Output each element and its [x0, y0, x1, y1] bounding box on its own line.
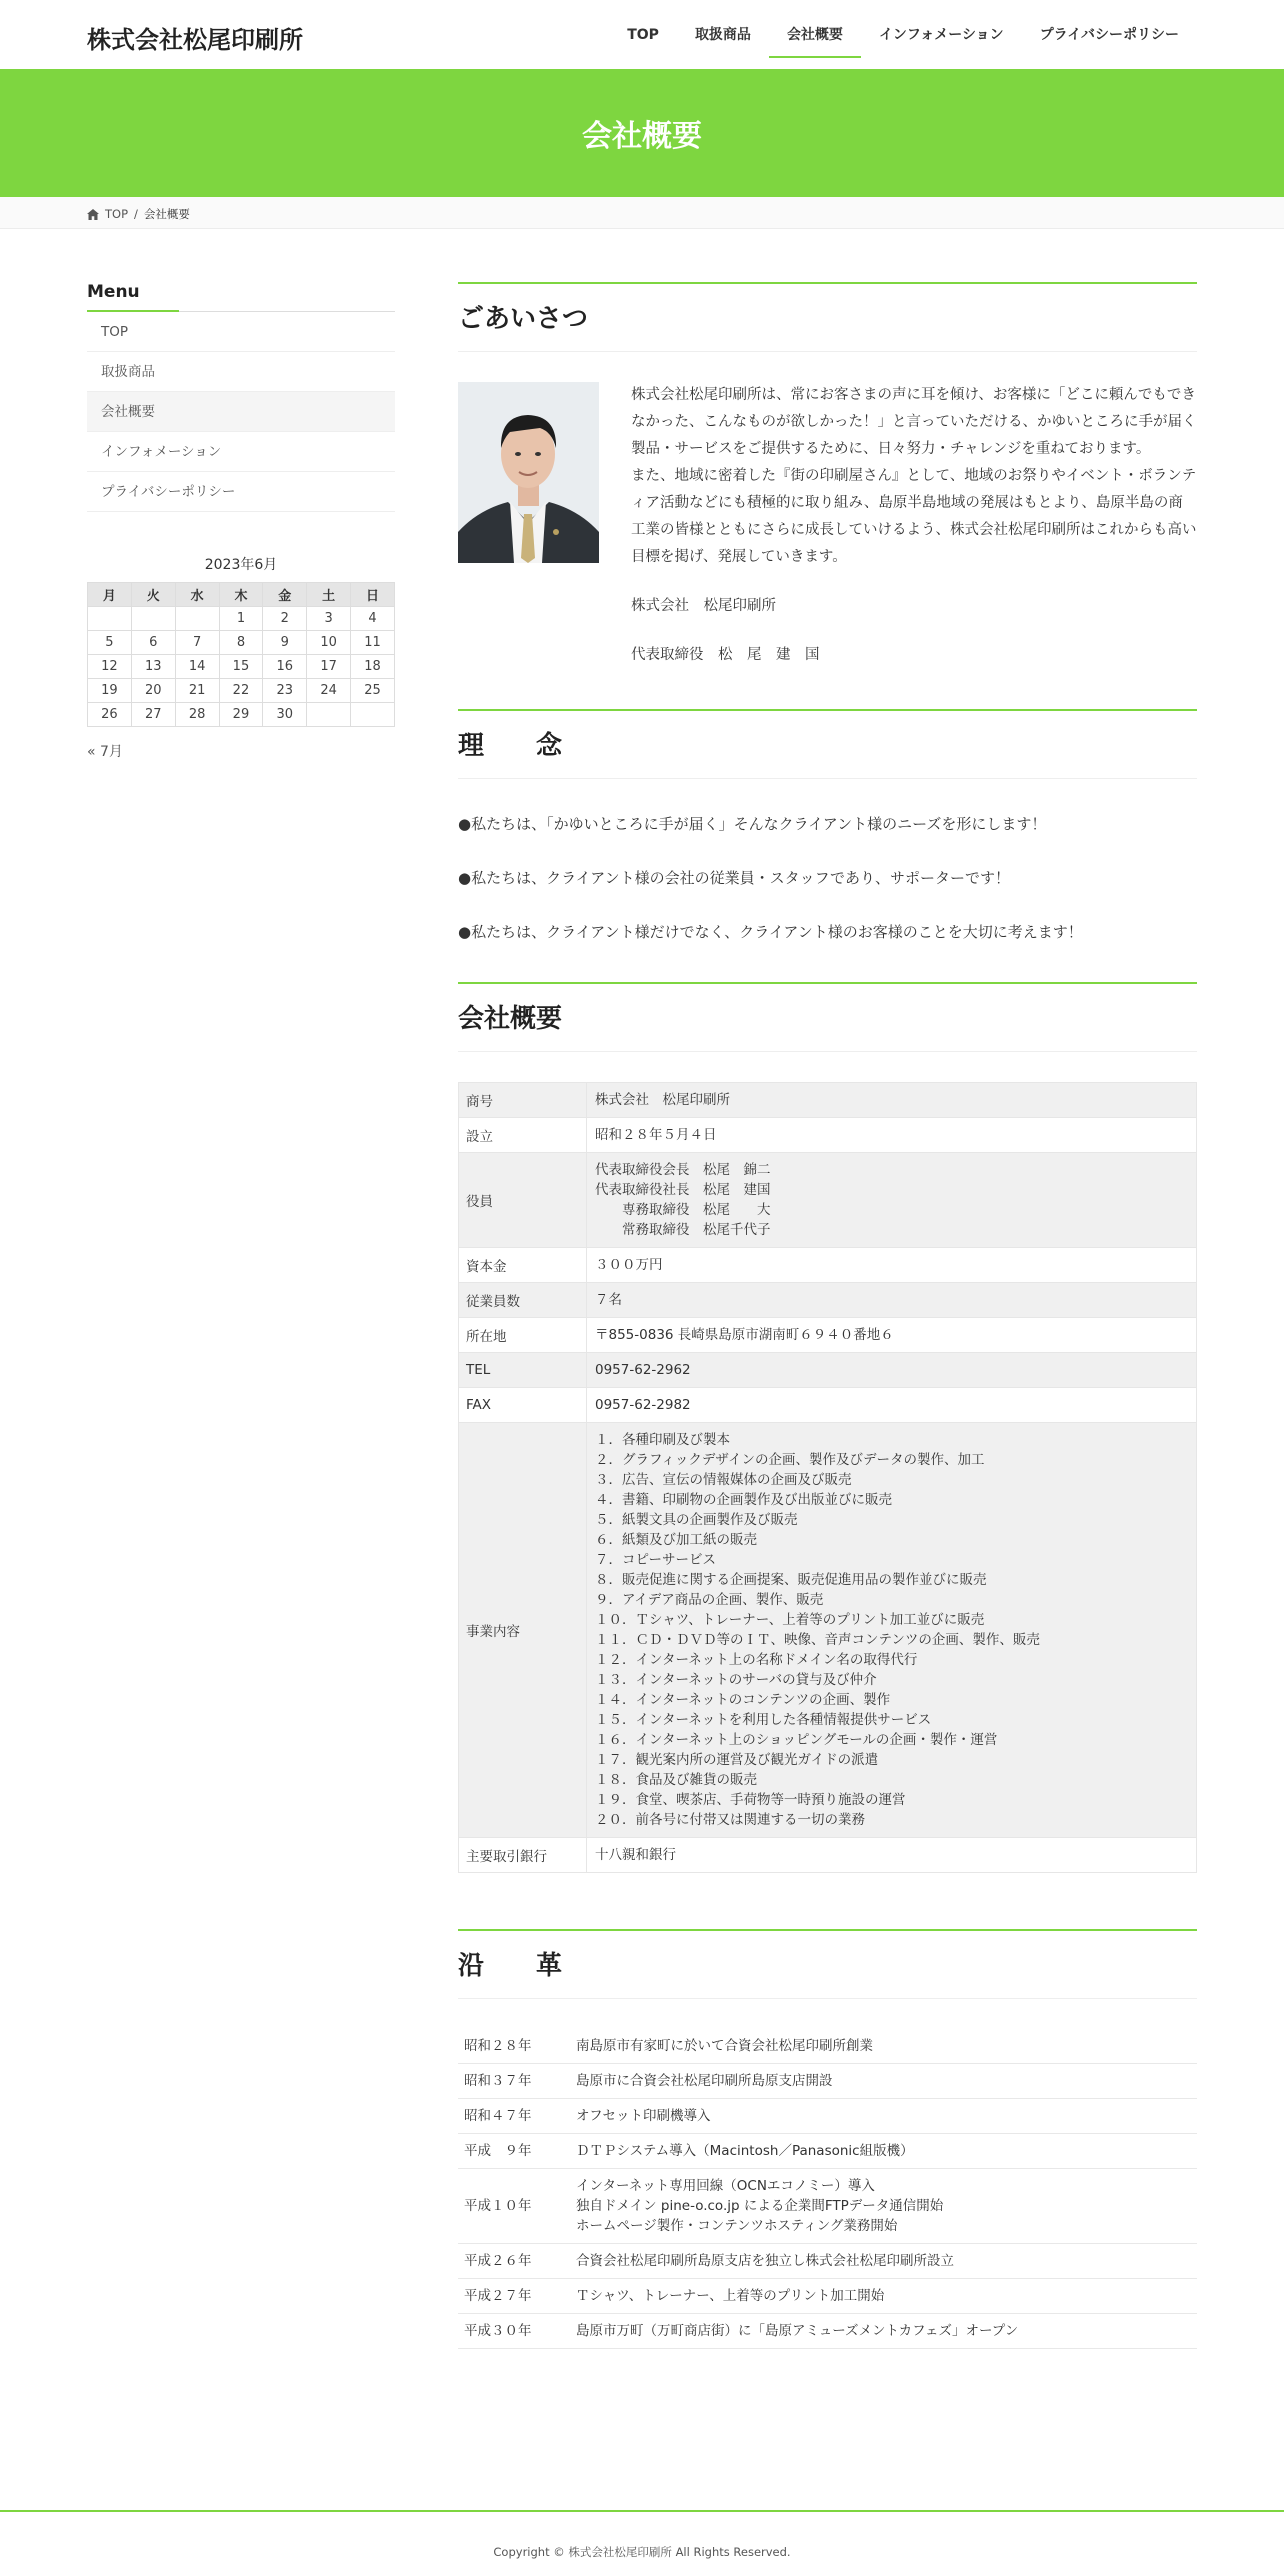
- calendar-caption: 2023年6月: [204, 557, 278, 573]
- breadcrumb-current: 会社概要: [143, 207, 190, 221]
- history-year: 昭和３７年: [458, 2064, 570, 2099]
- page-title: 会社概要: [582, 119, 702, 154]
- calendar-weekday: 金: [263, 583, 307, 607]
- greeting-section: [458, 282, 1197, 669]
- overview-row-value: [587, 1353, 1197, 1388]
- calendar-day: 28: [175, 703, 219, 727]
- calendar-week: [88, 655, 395, 679]
- history-event: [570, 2169, 1197, 2244]
- calendar-day: 14: [175, 655, 219, 679]
- nav-item-company[interactable]: 会社概要: [769, 0, 861, 58]
- sidebar-item-top[interactable]: TOP: [87, 312, 395, 352]
- calendar-day: 24: [307, 679, 351, 703]
- sidebar-item-company[interactable]: 会社概要: [87, 392, 395, 432]
- philosophy-title: 理 念: [458, 709, 1197, 779]
- calendar-day: 30: [263, 703, 307, 727]
- overview-value-line: 専務取締役 松尾 大: [595, 1202, 771, 1218]
- overview-value-line: １３．インターネットのサーバの貸与及び仲介: [595, 1672, 877, 1688]
- sidebar-item-information[interactable]: インフォメーション: [87, 432, 395, 472]
- overview-row: [459, 1423, 1197, 1838]
- overview-value-line: １７．観光案内所の運営及び観光ガイドの派遣: [595, 1752, 879, 1768]
- history-event-line: ホームページ製作・コンテンツホスティング業務開始: [576, 2218, 898, 2234]
- overview-value-line: ９．アイデア商品の企画、製作、販売: [595, 1592, 824, 1608]
- history-event-line: Ｔシャツ、トレーナー、上着等のプリント加工開始: [576, 2288, 885, 2304]
- overview-row-value: [587, 1838, 1197, 1873]
- overview-value-line: １２．インターネット上の名称ドメイン名の取得代行: [595, 1652, 918, 1668]
- history-year: 昭和４７年: [458, 2099, 570, 2134]
- calendar: [87, 554, 395, 761]
- calendar-day: 15: [219, 655, 263, 679]
- breadcrumb-home-link[interactable]: TOP: [105, 207, 129, 221]
- overview-value-line: 昭和２８年５月４日: [595, 1127, 717, 1143]
- calendar-day: [351, 703, 395, 727]
- history-section: [458, 1929, 1197, 2349]
- overview-row-value: [587, 1083, 1197, 1118]
- principle-item: ●私たちは、クライアント様の会社の従業員・スタッフであり、サポーターです！: [458, 869, 1011, 887]
- overview-value-line: ３．広告、宣伝の情報媒体の企画及び販売: [595, 1472, 852, 1488]
- overview-value-line: １０．Ｔシャツ、トレーナー、上着等のプリント加工並びに販売: [595, 1612, 985, 1628]
- overview-value-line: １８．食品及び雑貨の販売: [595, 1772, 757, 1788]
- history-event-line: 合資会社松尾印刷所島原支店を独立し株式会社松尾印刷所設立: [576, 2253, 954, 2269]
- overview-row-label: 設立: [459, 1118, 587, 1153]
- calendar-day: 13: [131, 655, 175, 679]
- history-table: [458, 2029, 1197, 2349]
- sidebar-item-privacy[interactable]: プライバシーポリシー: [87, 472, 395, 512]
- overview-row: [459, 1248, 1197, 1283]
- philosophy-section: [458, 709, 1197, 942]
- overview-row-label: TEL: [459, 1353, 587, 1388]
- history-event: [570, 2064, 1197, 2099]
- overview-row: [459, 1283, 1197, 1318]
- calendar-day: 26: [88, 703, 132, 727]
- calendar-day: [131, 607, 175, 631]
- history-event-line: 独自ドメイン pine-o.co.jp による企業間FTPデータ通信開始: [576, 2198, 944, 2214]
- calendar-day: 20: [131, 679, 175, 703]
- overview-value-line: 0957-62-2982: [595, 1397, 691, 1413]
- overview-row-label: FAX: [459, 1388, 587, 1423]
- history-row: [458, 2279, 1197, 2314]
- sidebar-item-products[interactable]: 取扱商品: [87, 352, 395, 392]
- overview-value-line: １１．ＣＤ・ＤＶＤ等のＩＴ、映像、音声コンテンツの企画、製作、販売: [595, 1632, 1040, 1648]
- calendar-weekday: 日: [351, 583, 395, 607]
- calendar-day: 4: [351, 607, 395, 631]
- calendar-day: 18: [351, 655, 395, 679]
- overview-value-line: １．各種印刷及び製本: [595, 1432, 730, 1448]
- overview-row-label: 主要取引銀行: [459, 1838, 587, 1873]
- overview-value-line: １６．インターネット上のショッピングモールの企画・製作・運営: [595, 1732, 998, 1748]
- overview-value-line: 常務取締役 松尾千代子: [595, 1222, 771, 1238]
- greeting-paragraph-1: 株式会社松尾印刷所は、常にお客さまの声に耳を傾け、お客様に「どこに頼んでもできなかった、こんなものが欲しかった！」と言っていただける、かゆいところに手が届く製品・サービスをご提供するために、日々努力・チャレンジを重ねております。: [631, 387, 1197, 457]
- nav-item-privacy[interactable]: プライバシーポリシー: [1039, 27, 1179, 43]
- calendar-day: 19: [88, 679, 132, 703]
- overview-value-line: 〒855-0836 長崎県島原市湖南町６９４０番地６: [595, 1327, 894, 1343]
- site-title[interactable]: 株式会社松尾印刷所: [87, 26, 303, 54]
- calendar-day: 10: [307, 631, 351, 655]
- calendar-day: 8: [219, 631, 263, 655]
- history-event: [570, 2099, 1197, 2134]
- ceo-photo: [458, 382, 599, 563]
- history-row: [458, 2064, 1197, 2099]
- overview-value-line: ７．コピーサービス: [595, 1552, 716, 1568]
- calendar-day: 21: [175, 679, 219, 703]
- overview-row-value: [587, 1388, 1197, 1423]
- calendar-weekday: 木: [219, 583, 263, 607]
- calendar-day: 7: [175, 631, 219, 655]
- overview-row-value: [587, 1318, 1197, 1353]
- calendar-prev-link[interactable]: « 7月: [87, 744, 123, 760]
- history-year: 平成２７年: [458, 2279, 570, 2314]
- overview-value-line: １４．インターネットのコンテンツの企画、製作: [595, 1692, 891, 1708]
- overview-row-value: [587, 1423, 1197, 1838]
- overview-row-label: 役員: [459, 1153, 587, 1248]
- overview-value-line: 0957-62-2962: [595, 1362, 691, 1378]
- overview-value-line: ２０．前各号に付帯又は関連する一切の業務: [595, 1812, 865, 1828]
- greeting-representative: 代表取締役 松 尾 建 国: [631, 647, 820, 663]
- copyright: Copyright © 株式会社松尾印刷所 All Rights Reserved.: [493, 2545, 791, 2559]
- history-event-line: 島原市万町（万町商店街）に「島原アミューズメントカフェズ」オープン: [576, 2323, 1019, 2339]
- greeting-company: 株式会社 松尾印刷所: [631, 598, 776, 614]
- calendar-weekday: 月: [88, 583, 132, 607]
- calendar-day: 22: [219, 679, 263, 703]
- calendar-day: 5: [88, 631, 132, 655]
- history-row: [458, 2029, 1197, 2064]
- calendar-weekday: 火: [131, 583, 175, 607]
- greeting-paragraph-2: また、地域に密着した『街の印刷屋さん』として、地域のお祭りやイベント・ボランティア活動などにも積極的に取り組み、島原半島地域の発展はもとより、島原半島の商工業の皆様とともにさらに成長していけるよう、株式会社松尾印刷所はこれからも高い目標を掲げ、発展していきます。: [631, 468, 1197, 565]
- overview-value-line: ５．紙製文具の企画製作及び販売: [595, 1512, 798, 1528]
- history-year: 平成１０年: [458, 2169, 570, 2244]
- overview-value-line: １９．食堂、喫茶店、手荷物等一時預り施設の運営: [595, 1792, 906, 1808]
- breadcrumb: [0, 197, 1284, 229]
- calendar-table: [87, 582, 395, 727]
- overview-value-line: ４．書籍、印刷物の企画製作及び出版並びに販売: [595, 1492, 892, 1508]
- nav-item-top[interactable]: TOP: [627, 27, 659, 43]
- nav-item-information[interactable]: インフォメーション: [878, 27, 1004, 43]
- overview-row-value: [587, 1248, 1197, 1283]
- calendar-week: [88, 703, 395, 727]
- calendar-day: 27: [131, 703, 175, 727]
- history-year: 平成３０年: [458, 2314, 570, 2349]
- history-event-line: インターネット専用回線（OCNエコノミー）導入: [576, 2178, 875, 2194]
- calendar-week: [88, 679, 395, 703]
- history-row: [458, 2314, 1197, 2349]
- calendar-week: [88, 631, 395, 655]
- calendar-day: 9: [263, 631, 307, 655]
- history-year: 昭和２８年: [458, 2029, 570, 2064]
- page-header: [0, 69, 1284, 197]
- calendar-day: 2: [263, 607, 307, 631]
- site-header: [0, 0, 1284, 70]
- calendar-day: 17: [307, 655, 351, 679]
- breadcrumb-separator: /: [134, 207, 138, 221]
- overview-row-value: [587, 1153, 1197, 1248]
- home-icon: [87, 209, 99, 220]
- overview-title: 会社概要: [458, 982, 1197, 1052]
- calendar-day: 11: [351, 631, 395, 655]
- history-row: [458, 2244, 1197, 2279]
- history-event-line: 南島原市有家町に於いて合資会社松尾印刷所創業: [576, 2038, 873, 2054]
- overview-row: [459, 1388, 1197, 1423]
- calendar-day: [175, 607, 219, 631]
- overview-row-value: [587, 1283, 1197, 1318]
- calendar-day: 6: [131, 631, 175, 655]
- overview-value-line: 代表取締役社長 松尾 建国: [595, 1182, 771, 1198]
- overview-row: [459, 1118, 1197, 1153]
- overview-row: [459, 1353, 1197, 1388]
- history-event: [570, 2314, 1197, 2349]
- sidebar-menu-title: Menu: [87, 282, 395, 312]
- global-nav: [609, 0, 1197, 70]
- nav-item-products[interactable]: 取扱商品: [694, 27, 751, 43]
- history-event: [570, 2244, 1197, 2279]
- history-event-line: ＤＴＰシステム導入（Macintosh／Panasonic組版機）: [576, 2143, 914, 2159]
- overview-value-line: ７名: [595, 1292, 622, 1308]
- calendar-week: [88, 607, 395, 631]
- greeting-title: ごあいさつ: [458, 282, 1197, 352]
- history-row: [458, 2099, 1197, 2134]
- overview-value-line: ２．グラフィックデザインの企画、製作及びデータの製作、加工: [595, 1452, 985, 1468]
- overview-value-line: 十八親和銀行: [595, 1847, 676, 1863]
- site-footer: [0, 2510, 1284, 2568]
- calendar-day: 16: [263, 655, 307, 679]
- overview-table: [458, 1082, 1197, 1873]
- calendar-weekday: 水: [175, 583, 219, 607]
- principle-item: ●私たちは、「かゆいところに手が届く」そんなクライアント様のニーズを形にします！: [458, 815, 1047, 833]
- history-year: 平成 ９年: [458, 2134, 570, 2169]
- overview-row: [459, 1083, 1197, 1118]
- history-event: [570, 2279, 1197, 2314]
- overview-value-line: ６．紙類及び加工紙の販売: [595, 1532, 757, 1548]
- calendar-day: [307, 703, 351, 727]
- overview-row-label: 従業員数: [459, 1283, 587, 1318]
- calendar-day: 23: [263, 679, 307, 703]
- calendar-day: 12: [88, 655, 132, 679]
- calendar-weekday: 土: [307, 583, 351, 607]
- overview-row-label: 商号: [459, 1083, 587, 1118]
- main-content: [458, 282, 1197, 2349]
- overview-row-label: 事業内容: [459, 1423, 587, 1838]
- overview-value-line: 株式会社 松尾印刷所: [595, 1092, 730, 1108]
- overview-value-line: ８．販売促進に関する企画提案、販売促進用品の製作並びに販売: [595, 1572, 987, 1588]
- history-title: 沿 革: [458, 1929, 1197, 1999]
- calendar-day: 1: [219, 607, 263, 631]
- overview-value-line: ３００万円: [595, 1257, 663, 1273]
- history-row: [458, 2134, 1197, 2169]
- sidebar-menu: [87, 312, 395, 512]
- principle-item: ●私たちは、クライアント様だけでなく、クライアント様のお客様のことを大切に考えます！: [458, 923, 1083, 941]
- history-event-line: オフセット印刷機導入: [576, 2108, 711, 2124]
- history-event: [570, 2134, 1197, 2169]
- overview-row: [459, 1838, 1197, 1873]
- overview-row-label: 所在地: [459, 1318, 587, 1353]
- calendar-day: 25: [351, 679, 395, 703]
- calendar-day: [88, 607, 132, 631]
- overview-row-value: [587, 1118, 1197, 1153]
- history-event-line: 島原市に合資会社松尾印刷所島原支店開設: [576, 2073, 833, 2089]
- overview-value-line: 代表取締役会長 松尾 錦二: [595, 1162, 771, 1178]
- history-event: [570, 2029, 1197, 2064]
- overview-row-label: 資本金: [459, 1248, 587, 1283]
- overview-row: [459, 1153, 1197, 1248]
- overview-section: [458, 982, 1197, 1873]
- calendar-day: 29: [219, 703, 263, 727]
- overview-value-line: １５．インターネットを利用した各種情報提供サービス: [595, 1712, 932, 1728]
- history-row: [458, 2169, 1197, 2244]
- history-year: 平成２６年: [458, 2244, 570, 2279]
- sidebar: [87, 282, 395, 761]
- calendar-day: 3: [307, 607, 351, 631]
- greeting-text: [631, 382, 1197, 669]
- overview-row: [459, 1318, 1197, 1353]
